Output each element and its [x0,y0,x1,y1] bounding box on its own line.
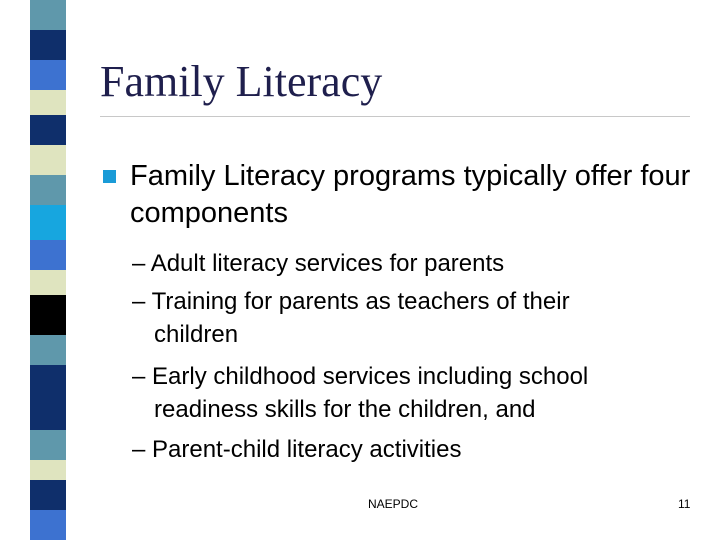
stripe-segment [30,145,66,175]
sub-bullet-1: – Adult literacy services for parents [132,250,505,277]
sub-bullet-4: – Parent-child literacy activities [132,436,462,463]
stripe-segment [30,240,66,270]
stripe-segment [30,115,66,145]
stripe-segment [30,400,66,430]
bullet-square-icon [103,170,116,183]
stripe-segment [30,430,66,460]
main-bullet-text: Family Literacy programs typically offer four components [130,160,691,229]
footer-organization: NAEPDC [368,497,419,511]
stripe-segment [30,270,66,295]
sub-bullet-2: – Training for parents as teachers of their [132,288,570,315]
stripe-segment [30,205,66,240]
stripe-segment [30,175,66,205]
stripe-segment [30,335,66,365]
stripe-segment [30,295,66,335]
title-divider [100,116,690,117]
decorative-stripe [30,0,66,540]
sub-bullet-2-continued: children [154,321,239,348]
slide-title: Family Literacy [100,57,383,106]
stripe-segment [30,510,66,540]
page-number: 11 [678,497,691,511]
stripe-segment [30,0,66,30]
sub-bullet-3-continued: readiness skills for the children, and [154,396,536,423]
sub-bullet-3: – Early childhood services including school [132,363,589,390]
stripe-segment [30,365,66,400]
stripe-segment [30,30,66,60]
stripe-segment [30,480,66,510]
stripe-segment [30,60,66,90]
stripe-segment [30,460,66,480]
stripe-segment [30,90,66,115]
